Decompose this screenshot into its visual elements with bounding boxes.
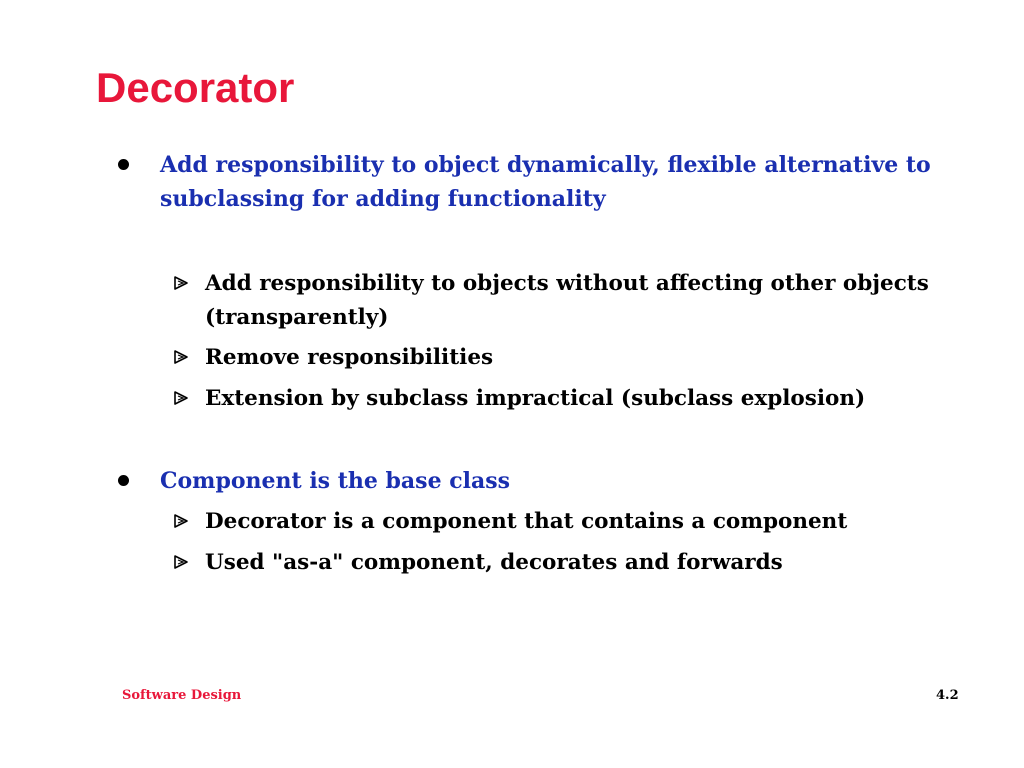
sub-item-1-2	[172, 341, 932, 375]
sub-item-text: Extension by subclass impractical (subclass explosion)	[205, 386, 866, 411]
sub-item-text: Remove responsibilities	[205, 345, 494, 370]
bullet-dot-icon	[118, 475, 129, 486]
sub-item-text: Decorator is a component that contains a component	[205, 509, 848, 534]
footer-course-name: Software Design	[122, 688, 242, 703]
arrowhead-bullet-icon	[172, 273, 192, 293]
sub-item-1-3	[172, 382, 932, 416]
sub-item-2-2	[172, 546, 932, 580]
bullet-dot-icon	[118, 159, 129, 170]
sub-item-text: Add responsibility to objects without affecting other objects (transparently)	[205, 271, 929, 330]
bullet-text: Add responsibility to object dynamically, flexible alternative to subclassing for adding functionality	[160, 152, 931, 212]
sub-item-2-1	[172, 505, 932, 539]
arrowhead-bullet-icon	[172, 552, 192, 572]
footer-page-number: 4.2	[936, 688, 959, 703]
arrowhead-bullet-icon	[172, 388, 192, 408]
arrowhead-bullet-icon	[172, 347, 192, 367]
bullet-text: Component is the base class	[160, 468, 511, 494]
sub-item-text: Used "as-a" component, decorates and forwards	[205, 550, 783, 575]
sub-item-1-1	[172, 267, 932, 335]
bullet-item-1	[118, 148, 938, 216]
bullet-item-2	[118, 464, 938, 498]
slide-title: Decorator	[96, 64, 295, 111]
arrowhead-bullet-icon	[172, 511, 192, 531]
